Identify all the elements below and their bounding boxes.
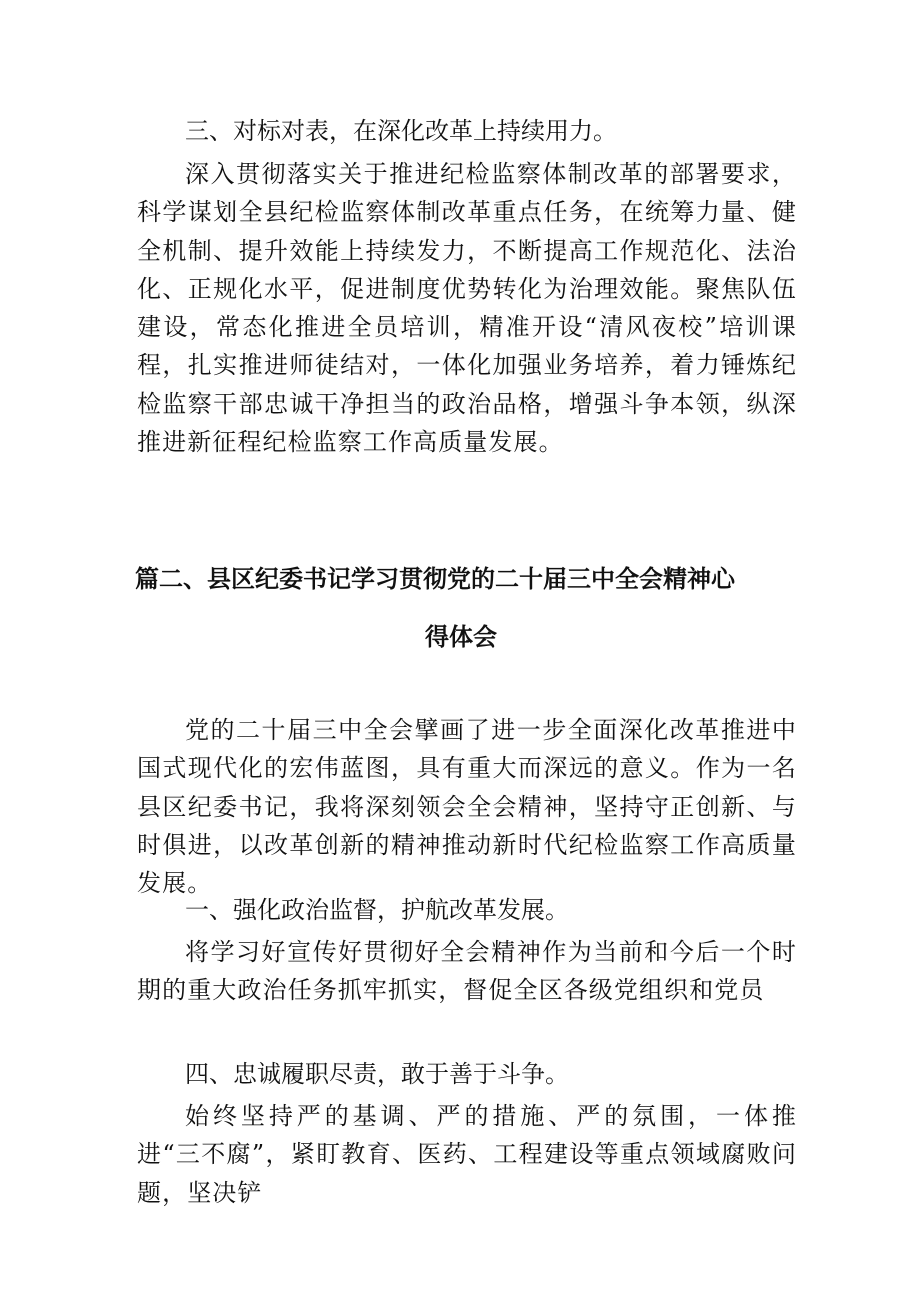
section-four-paragraph: 始终坚持严的基调、严的措施、严的氛围，一体推进“三不腐”，紧盯教育、医药、工程建设等重点领域腐败问题，坚决铲	[137, 1102, 797, 1207]
article-intro-paragraph: 党的二十届三中全会擘画了进一步全面深化改革推进中国式现代化的宏伟蓝图，具有重大而深远的意义。作为一名县区纪委书记，我将深刻领会全会精神，坚持守正创新、与时俱进，以改革创新的精神推动新时代纪检监察工作高质量发展。	[137, 716, 797, 898]
article-title-line2: 得体会	[425, 623, 497, 651]
section-heading-one: 一、强化政治监督，护航改革发展。	[185, 896, 569, 924]
section-one-paragraph: 将学习好宣传好贯彻好全会精神作为当前和今后一个时期的重大政治任务抓牢抓实，督促全区各级党组织和党员	[137, 938, 797, 1005]
section-heading-four: 四、忠诚履职尽责，敢于善于斗争。	[185, 1060, 569, 1088]
section-three-paragraph: 深入贯彻落实关于推进纪检监察体制改革的部署要求，科学谋划全县纪检监察体制改革重点任务，在统筹力量、健全机制、提升效能上持续发力，不断提高工作规范化、法治化、正规化水平，促进制度优势转化为治理效能。聚焦队伍建设，常态化推进全员培训，精准开设“清风夜校”培训课程，扎实推进师徒结对，一体化加强业务培养，着力锤炼纪检监察干部忠诚干净担当的政治品格，增强斗争本领，纵深推进新征程纪检监察工作高质量发展。	[137, 160, 797, 457]
section-heading-three: 三、对标对表，在深化改革上持续用力。	[185, 117, 617, 145]
article-title-line1: 篇二、县区纪委书记学习贯彻党的二十届三中全会精神心	[135, 565, 735, 593]
